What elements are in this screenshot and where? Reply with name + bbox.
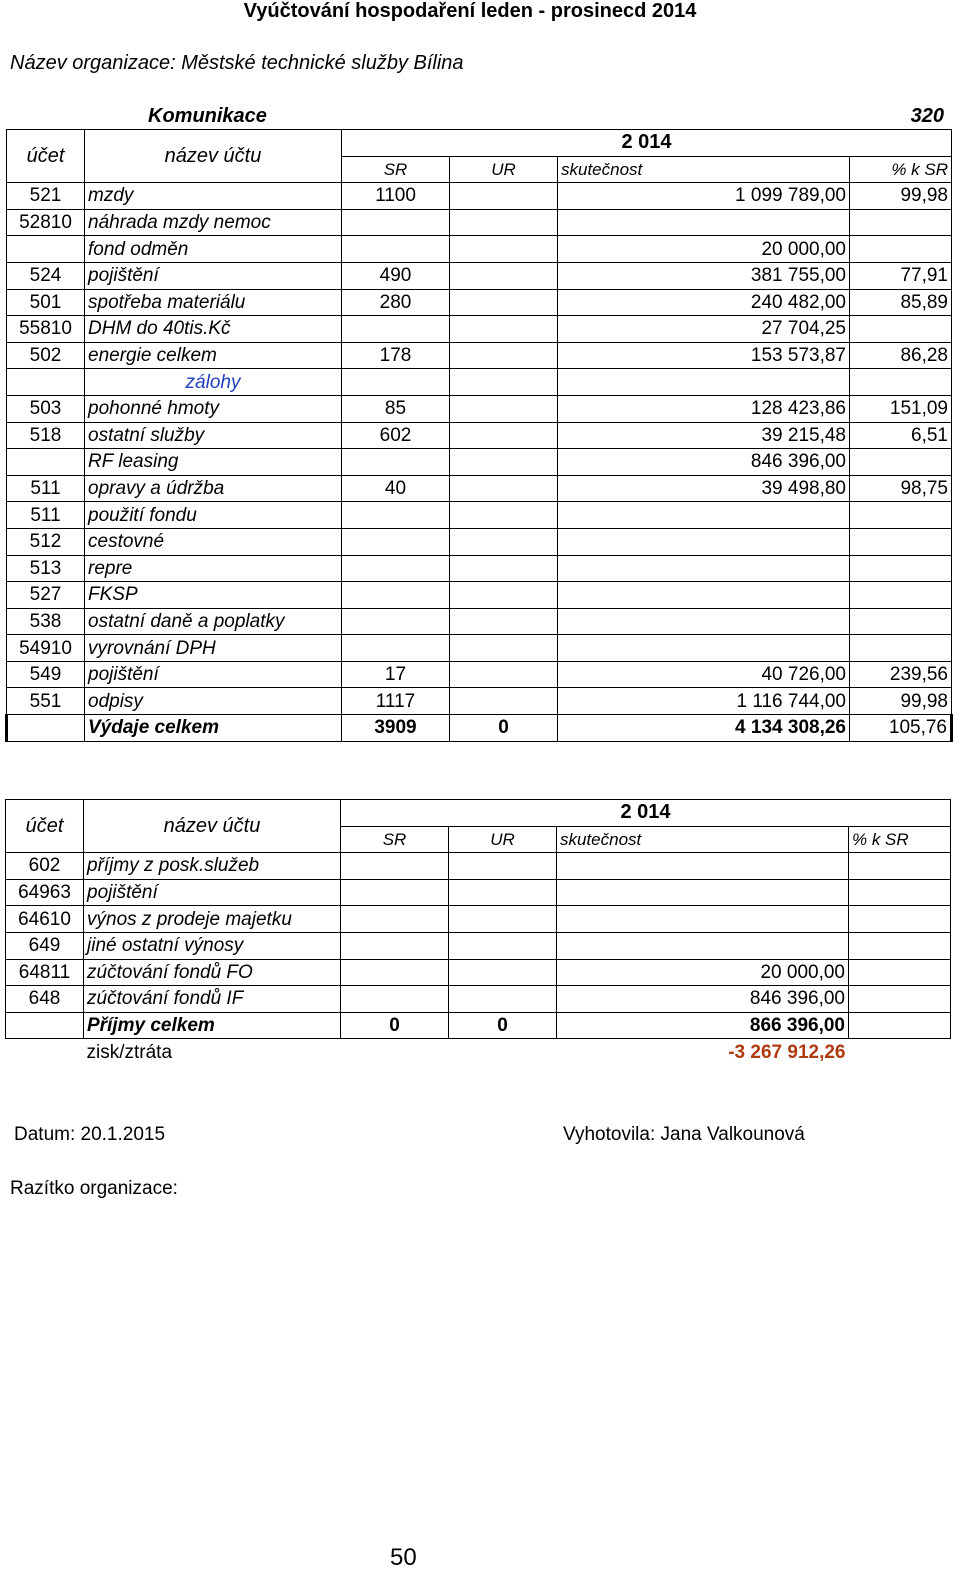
actual-cell: [558, 528, 850, 555]
account-cell: 64811: [6, 959, 84, 986]
account-cell: [7, 449, 85, 476]
ur-cell: [450, 262, 558, 289]
sr-cell: 1100: [342, 183, 450, 210]
sr-header: SR: [342, 156, 450, 183]
name-cell: použití fondu: [85, 502, 342, 529]
pct-header: % k SR: [849, 826, 951, 853]
ur-cell: [450, 209, 558, 236]
name-cell: energie celkem: [85, 342, 342, 369]
actual-cell: [557, 906, 849, 933]
ur-cell: [450, 555, 558, 582]
expense-row: [7, 582, 952, 609]
actual-header: skutečnost: [558, 156, 850, 183]
total-actual: 866 396,00: [557, 1012, 849, 1039]
name-cell: zálohy: [85, 369, 342, 396]
sr-cell: 602: [342, 422, 450, 449]
expenses-table: [5, 129, 953, 742]
pct-cell: 85,89: [850, 289, 952, 316]
ur-cell: [450, 289, 558, 316]
expense-row: [7, 422, 952, 449]
account-cell: 649: [6, 932, 84, 959]
sr-cell: [342, 608, 450, 635]
pct-cell: 99,98: [850, 688, 952, 715]
stamp-label: Razítko organizace:: [10, 1178, 178, 1199]
sr-cell: [342, 449, 450, 476]
account-cell: 521: [7, 183, 85, 210]
name-cell: vyrovnání DPH: [85, 635, 342, 662]
sr-cell: [341, 986, 449, 1013]
ur-cell: [450, 502, 558, 529]
ur-cell: [450, 395, 558, 422]
prepared-by: Vyhotovila: Jana Valkounová: [563, 1124, 805, 1145]
actual-header: skutečnost: [557, 826, 849, 853]
pct-cell: 151,09: [850, 395, 952, 422]
date-label: Datum: 20.1.2015: [14, 1124, 166, 1145]
result-row: [6, 1039, 951, 1065]
actual-cell: 39 498,80: [558, 475, 850, 502]
pct-cell: 239,56: [850, 661, 952, 688]
account-cell: 64963: [6, 879, 84, 906]
actual-cell: 39 215,48: [558, 422, 850, 449]
account-cell: 538: [7, 608, 85, 635]
sr-cell: 1117: [342, 688, 450, 715]
ur-cell: [450, 688, 558, 715]
total-ur: 0: [449, 1012, 557, 1039]
actual-cell: 240 482,00: [558, 289, 850, 316]
income-total-row: [6, 1012, 951, 1039]
actual-cell: 153 573,87: [558, 342, 850, 369]
expense-row: [7, 369, 952, 396]
actual-cell: [557, 879, 849, 906]
pct-cell: 6,51: [850, 422, 952, 449]
result-value: -3 267 912,26: [728, 1041, 846, 1063]
sr-cell: [341, 879, 449, 906]
pct-cell: [850, 369, 952, 396]
expense-row: [7, 395, 952, 422]
header-row: [6, 800, 951, 827]
sr-cell: [342, 316, 450, 343]
actual-cell: [558, 555, 850, 582]
ur-header: UR: [450, 156, 558, 183]
name-header: název účtu: [85, 130, 342, 183]
expense-row: [7, 183, 952, 210]
ur-cell: [450, 608, 558, 635]
section-code: 320: [910, 105, 944, 127]
pct-cell: [850, 449, 952, 476]
document-title: Vyúčtování hospodaření leden - prosinecd 2014: [243, 0, 697, 22]
expense-row: [7, 528, 952, 555]
name-cell: RF leasing: [85, 449, 342, 476]
year-header: 2 014: [341, 800, 951, 827]
sr-cell: 280: [342, 289, 450, 316]
ur-cell: [449, 879, 557, 906]
account-header: účet: [7, 130, 85, 183]
actual-cell: [558, 502, 850, 529]
actual-cell: 1 116 744,00: [558, 688, 850, 715]
pct-cell: [850, 635, 952, 662]
sr-cell: [342, 369, 450, 396]
expense-row: [7, 608, 952, 635]
ur-cell: [450, 661, 558, 688]
name-header: název účtu: [84, 800, 341, 853]
account-cell: 648: [6, 986, 84, 1013]
name-cell: FKSP: [85, 582, 342, 609]
ur-cell: [450, 582, 558, 609]
actual-cell: 20 000,00: [558, 236, 850, 263]
income-row: [6, 879, 951, 906]
actual-cell: [557, 853, 849, 880]
name-cell: příjmy z posk.služeb: [84, 853, 341, 880]
name-cell: náhrada mzdy nemoc: [85, 209, 342, 236]
expense-row: [7, 688, 952, 715]
name-cell: DHM do 40tis.Kč: [85, 316, 342, 343]
pct-cell: 77,91: [850, 262, 952, 289]
ur-cell: [450, 183, 558, 210]
result-label: zisk/ztráta: [86, 1041, 173, 1063]
pct-cell: [850, 236, 952, 263]
expense-row: [7, 635, 952, 662]
income-row: [6, 986, 951, 1013]
sr-cell: 40: [342, 475, 450, 502]
ur-cell: [449, 959, 557, 986]
total-label: Výdaje celkem: [85, 715, 342, 742]
name-cell: pojištění: [85, 661, 342, 688]
name-cell: fond odměn: [85, 236, 342, 263]
name-cell: jiné ostatní výnosy: [84, 932, 341, 959]
pct-cell: [849, 959, 951, 986]
actual-cell: [558, 209, 850, 236]
ur-cell: [449, 986, 557, 1013]
expense-row: [7, 209, 952, 236]
account-cell: 54910: [7, 635, 85, 662]
account-cell: 549: [7, 661, 85, 688]
pct-cell: [850, 316, 952, 343]
actual-cell: 846 396,00: [557, 986, 849, 1013]
ur-cell: [450, 236, 558, 263]
income-row: [6, 853, 951, 880]
ur-header: UR: [449, 826, 557, 853]
ur-cell: [450, 635, 558, 662]
name-cell: pohonné hmoty: [85, 395, 342, 422]
account-cell: 602: [6, 853, 84, 880]
page-number: 50: [390, 1544, 417, 1571]
actual-cell: 128 423,86: [558, 395, 850, 422]
actual-cell: [558, 608, 850, 635]
name-cell: opravy a údržba: [85, 475, 342, 502]
total-ur: 0: [450, 715, 558, 742]
actual-cell: 1 099 789,00: [558, 183, 850, 210]
sr-cell: 17: [342, 661, 450, 688]
header-row: [7, 130, 952, 157]
account-cell: 511: [7, 502, 85, 529]
expense-row: [7, 289, 952, 316]
name-cell: ostatní daně a poplatky: [85, 608, 342, 635]
sr-cell: [341, 853, 449, 880]
account-cell: 511: [7, 475, 85, 502]
ur-cell: [450, 475, 558, 502]
account-cell: 551: [7, 688, 85, 715]
account-cell: 55810: [7, 316, 85, 343]
account-cell: 527: [7, 582, 85, 609]
ur-cell: [449, 906, 557, 933]
name-cell: spotřeba materiálu: [85, 289, 342, 316]
total-sr: 3909: [342, 715, 450, 742]
income-row: [6, 906, 951, 933]
actual-cell: [558, 635, 850, 662]
account-cell: [7, 369, 85, 396]
expense-row: [7, 316, 952, 343]
total-sr: 0: [341, 1012, 449, 1039]
pct-cell: [850, 582, 952, 609]
ur-cell: [450, 528, 558, 555]
expense-row: [7, 342, 952, 369]
name-cell: výnos z prodeje majetku: [84, 906, 341, 933]
actual-cell: [558, 582, 850, 609]
actual-cell: 20 000,00: [557, 959, 849, 986]
sr-cell: 85: [342, 395, 450, 422]
expense-row: [7, 262, 952, 289]
actual-cell: 40 726,00: [558, 661, 850, 688]
expense-row: [7, 449, 952, 476]
pct-cell: [849, 986, 951, 1013]
sr-cell: [341, 959, 449, 986]
pct-cell: [849, 906, 951, 933]
account-cell: 502: [7, 342, 85, 369]
name-cell: pojištění: [85, 262, 342, 289]
name-cell: odpisy: [85, 688, 342, 715]
account-cell: 513: [7, 555, 85, 582]
section-name: Komunikace: [148, 105, 267, 127]
actual-cell: 27 704,25: [558, 316, 850, 343]
name-cell: ostatní služby: [85, 422, 342, 449]
income-row: [6, 959, 951, 986]
expense-row: [7, 236, 952, 263]
sr-cell: 490: [342, 262, 450, 289]
pct-cell: [850, 209, 952, 236]
pct-cell: 98,75: [850, 475, 952, 502]
sr-cell: [342, 209, 450, 236]
pct-cell: [849, 879, 951, 906]
pct-cell: [849, 932, 951, 959]
ur-cell: [450, 316, 558, 343]
ur-cell: [450, 369, 558, 396]
ur-cell: [450, 342, 558, 369]
name-cell: repre: [85, 555, 342, 582]
ur-cell: [449, 853, 557, 880]
sr-cell: [342, 236, 450, 263]
actual-cell: [558, 369, 850, 396]
name-cell: mzdy: [85, 183, 342, 210]
expenses-total-row: [7, 715, 952, 742]
ur-cell: [450, 422, 558, 449]
name-cell: cestovné: [85, 528, 342, 555]
account-cell: 524: [7, 262, 85, 289]
name-cell: zúčtování fondů IF: [84, 986, 341, 1013]
sr-cell: [342, 528, 450, 555]
actual-cell: [557, 932, 849, 959]
pct-cell: [850, 528, 952, 555]
sr-cell: [341, 932, 449, 959]
income-row: [6, 932, 951, 959]
name-cell: pojištění: [84, 879, 341, 906]
sr-cell: [341, 906, 449, 933]
pct-cell: 99,98: [850, 183, 952, 210]
account-header: účet: [6, 800, 84, 853]
pct-cell: [850, 608, 952, 635]
ur-cell: [450, 449, 558, 476]
total-label: Příjmy celkem: [84, 1012, 341, 1039]
organization-name: Název organizace: Městské technické služby Bílina: [10, 52, 464, 74]
total-pct: 105,76: [850, 715, 952, 742]
total-actual: 4 134 308,26: [558, 715, 850, 742]
sr-cell: [342, 635, 450, 662]
year-header: 2 014: [342, 130, 952, 157]
pct-cell: [849, 853, 951, 880]
sr-cell: [342, 502, 450, 529]
sr-cell: 178: [342, 342, 450, 369]
income-table: [5, 799, 951, 1065]
account-cell: 518: [7, 422, 85, 449]
expense-row: [7, 661, 952, 688]
sr-header: SR: [341, 826, 449, 853]
pct-cell: [850, 555, 952, 582]
account-cell: 52810: [7, 209, 85, 236]
account-cell: 501: [7, 289, 85, 316]
pct-cell: 86,28: [850, 342, 952, 369]
expense-row: [7, 475, 952, 502]
pct-header: % k SR: [850, 156, 952, 183]
account-cell: 503: [7, 395, 85, 422]
ur-cell: [449, 932, 557, 959]
account-cell: [7, 236, 85, 263]
expense-row: [7, 502, 952, 529]
pct-cell: [850, 502, 952, 529]
sr-cell: [342, 555, 450, 582]
account-cell: 64610: [6, 906, 84, 933]
account-cell: 512: [7, 528, 85, 555]
actual-cell: 381 755,00: [558, 262, 850, 289]
actual-cell: 846 396,00: [558, 449, 850, 476]
expense-row: [7, 555, 952, 582]
name-cell: zúčtování fondů FO: [84, 959, 341, 986]
sr-cell: [342, 582, 450, 609]
